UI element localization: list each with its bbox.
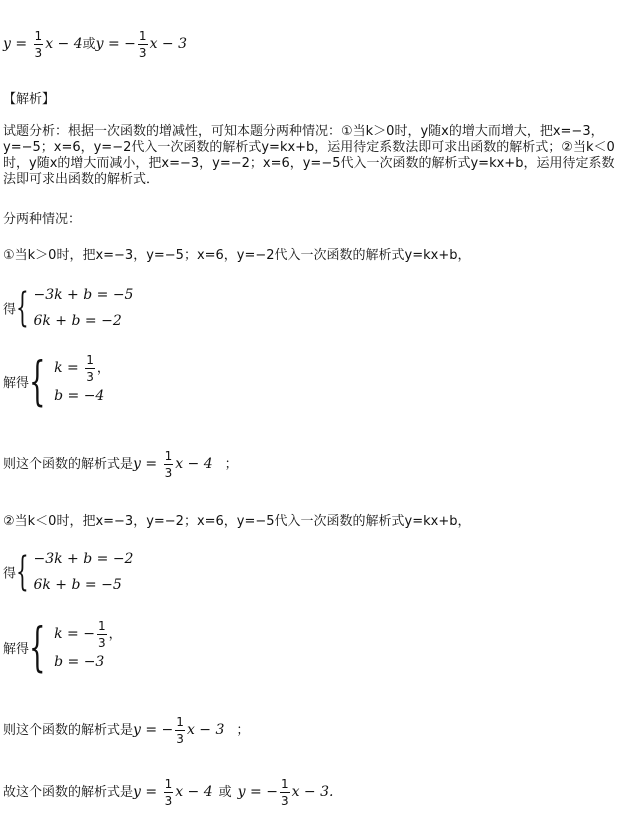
fraction-denominator: 3	[138, 46, 147, 60]
analysis-paragraph: 试题分析：根据一次函数的增减性，可知本题分两种情况：①当k＞0时，y随x的增大而增大，把x=−3，y=−5；x=6，y=−2代入一次函数的解析式y=kx+b，运用待定系数法即可求出函数的解析式；②当k＜0时，y随x的增大而减小，把x=−3，y=−2；x=6，y=−5代入一次函数的解析式y=kx+b，运用待定系数法即可求出函数的解析式．	[3, 124, 615, 187]
left-brace-icon: {	[16, 549, 29, 595]
fraction-denominator: 3	[164, 794, 173, 808]
final-eq2-lhs: y = −	[237, 784, 278, 800]
fraction-numerator: 1	[34, 29, 43, 43]
system-eq-2: 6k + b = −5	[33, 577, 122, 593]
case1-jiede-label: 解得	[3, 376, 30, 391]
system-eq-1: −3k + b = −2	[33, 551, 134, 567]
solution-b-line: b = −4	[54, 388, 105, 404]
case1-solution	[3, 351, 110, 412]
final-eq2-fraction	[280, 778, 290, 807]
fraction-denominator: 3	[86, 370, 94, 384]
solution-system	[54, 354, 110, 409]
result-lhs: y = −	[133, 722, 174, 738]
case1-system	[3, 282, 133, 334]
case2-conclusion	[3, 716, 249, 745]
result-fraction	[175, 716, 185, 745]
solution-b-line: b = −3	[54, 654, 105, 670]
answer-eq1-lhs: y =	[3, 36, 32, 52]
final-eq1-lhs: y =	[133, 784, 162, 800]
system-eq-2: 6k + b = −2	[33, 313, 122, 329]
left-brace-icon: {	[29, 351, 46, 412]
conclusion-text: 则这个函数的解析式是	[3, 723, 134, 738]
final-eq2-tail: x − 3.	[291, 784, 334, 800]
equation-system	[33, 546, 133, 598]
semicolon: ；	[224, 457, 238, 472]
k-fraction	[97, 620, 107, 649]
fraction-numerator: 1	[280, 777, 289, 791]
solution-k-line	[54, 354, 110, 383]
solution-k-line	[54, 620, 122, 649]
case2-de-label: 得	[3, 566, 17, 582]
case1-conclusion	[3, 450, 238, 479]
answer-eq2-fraction	[138, 30, 148, 59]
case2-system	[3, 546, 133, 598]
result-tail: x − 3	[186, 722, 225, 738]
final-conclusion	[3, 778, 333, 807]
answer-eq1-fraction	[34, 30, 44, 59]
fraction-denominator: 3	[97, 636, 106, 650]
fraction-numerator: 1	[138, 29, 147, 43]
equation-system	[33, 282, 133, 334]
fraction-denominator: 3	[176, 732, 184, 746]
system-eq-1: −3k + b = −5	[33, 287, 134, 303]
conclusion-text: 则这个函数的解析式是	[3, 457, 134, 472]
final-eq1-fraction	[164, 778, 174, 807]
k-tail: ，	[108, 627, 122, 642]
semicolon: ；	[236, 723, 250, 738]
section-title: 【解析】	[3, 92, 56, 107]
k-fraction	[85, 354, 95, 383]
left-brace-icon: {	[16, 285, 29, 331]
final-text: 故这个函数的解析式是	[3, 785, 134, 800]
left-brace-icon: {	[29, 617, 46, 678]
fraction-denominator: 3	[280, 794, 289, 808]
fraction-denominator: 3	[164, 466, 173, 480]
solution-system	[54, 620, 122, 675]
answer-eq1-tail: x − 4	[45, 36, 83, 52]
case1-intro: ①当k＞0时，把x=−3，y=−5；x=6，y=−2代入一次函数的解析式y=kx+b，	[3, 248, 471, 263]
fraction-numerator: 1	[164, 777, 173, 791]
k-tail: ，	[96, 361, 110, 376]
k-lhs: k = −	[54, 626, 95, 642]
fraction-denominator: 3	[34, 46, 43, 60]
answer-line	[3, 30, 187, 59]
two-cases-heading: 分两种情况：	[3, 212, 82, 227]
answer-or: 或	[82, 37, 96, 52]
result-tail: x − 4	[175, 456, 213, 472]
fraction-numerator: 1	[176, 715, 184, 729]
result-lhs: y =	[133, 456, 162, 472]
result-fraction	[164, 450, 174, 479]
fraction-numerator: 1	[86, 353, 94, 367]
fraction-numerator: 1	[97, 619, 106, 633]
answer-eq2-lhs: y = −	[95, 36, 136, 52]
case2-intro: ②当k＜0时，把x=−3，y=−2；x=6，y=−5代入一次函数的解析式y=kx+b，	[3, 514, 471, 529]
fraction-numerator: 1	[164, 449, 173, 463]
case2-solution	[3, 617, 122, 678]
case1-de-label: 得	[3, 302, 17, 318]
k-lhs: k =	[54, 360, 84, 376]
final-eq1-tail: x − 4	[175, 784, 213, 800]
case2-jiede-label: 解得	[3, 642, 30, 657]
final-or: 或	[218, 785, 232, 800]
answer-eq2-tail: x − 3	[149, 36, 187, 52]
